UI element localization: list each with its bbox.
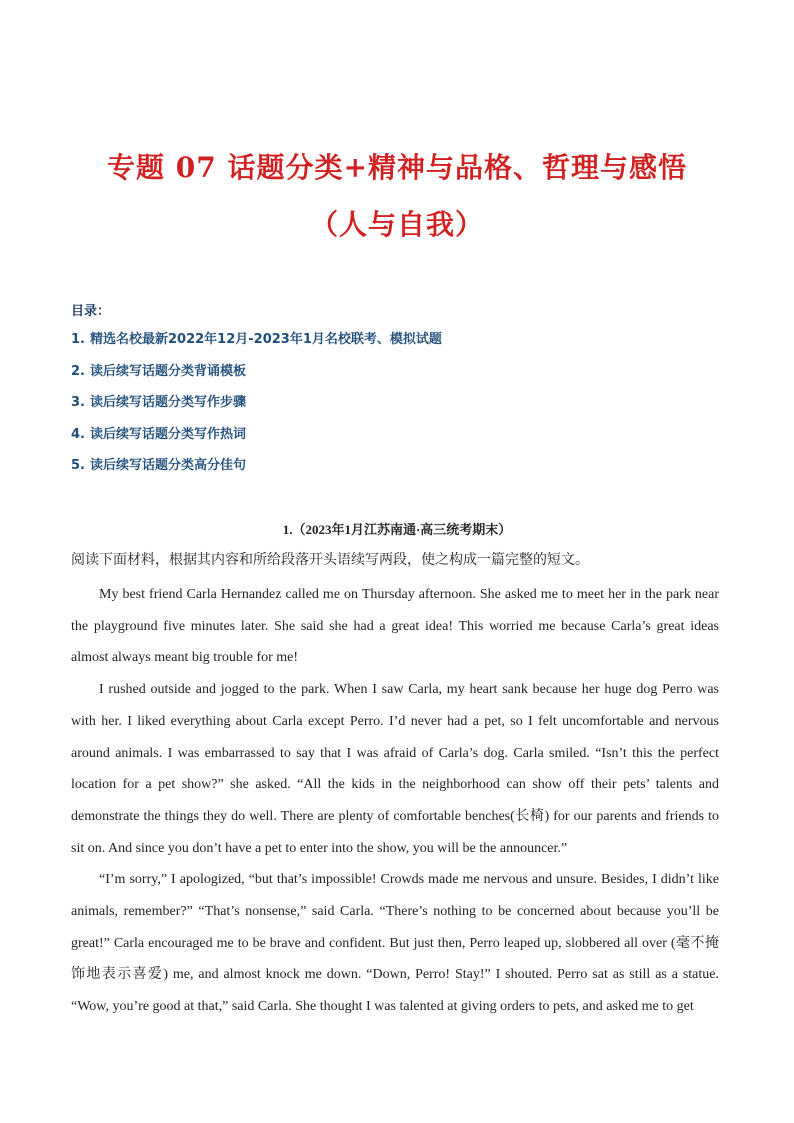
- toc-item: [71, 391, 442, 423]
- document-title: 专题 07 话题分类+精神与品格、哲理与感悟: [107, 151, 687, 184]
- toc-item-text: 精选名校最新2022年12月-2023年1月名校联考、模拟试题: [90, 332, 442, 347]
- toc-item: [71, 360, 442, 392]
- document-subtitle: （人与自我）: [309, 208, 484, 241]
- reading-passage: [71, 579, 719, 1023]
- toc-item: [71, 328, 442, 360]
- toc-item-text: 读后续写话题分类写作热词: [90, 426, 247, 442]
- toc-item: [71, 423, 442, 455]
- toc-item-text: 读后续写话题分类高分佳句: [90, 458, 247, 473]
- toc-item-number: 2.: [71, 363, 85, 379]
- toc-item-text: 读后续写话题分类写作步骤: [90, 395, 247, 410]
- toc-item-number: 3.: [71, 395, 85, 410]
- passage-paragraph: My best friend Carla Hernandez called me on Thursday afternoon. She asked me to meet her in the park near the playground five minutes later. She said she had a great idea! This worried me because Carla’s great ideas almost always meant big trouble for me!: [71, 587, 719, 666]
- question-heading: 1.（2023年1月江苏南通·高三统考期末）: [282, 522, 512, 537]
- toc-item-number: 5.: [71, 458, 85, 473]
- toc-item-text: 读后续写话题分类背诵模板: [90, 363, 247, 379]
- toc-item: [71, 454, 442, 486]
- toc-item-number: 1.: [71, 332, 85, 347]
- passage-paragraph: I rushed outside and jogged to the park. When I saw Carla, my heart sank because her huge dog Perro was with her. I liked everything about Carla except Perro. I’d never had a pet, so I felt uncomfortable and nervous around animals. I was embarrassed to say that I was afraid of Carla’s dog. Carla smiled. “Isn’t this the perfect location for a pet show?” she asked. “All the kids in the neighborhood can show off their pets’ talents and demonstrate the things they do well. There are plenty of comfortable benches(长椅) for our parents and friends to sit on. And since you don’t have a pet to enter into the show, you will be the announcer.”: [71, 682, 719, 856]
- question-instruction: 阅读下面材料，根据其内容和所给段落开头语续写两段，使之构成一篇完整的短文。: [71, 552, 589, 568]
- table-of-contents: [71, 328, 442, 486]
- passage-paragraph: “I’m sorry,” I apologized, “but that’s impossible! Crowds made me nervous and unsure. Besides, I didn’t like animals, remember?” “That’s nonsense,” said Carla. “There’s nothing to be concerned about because you’ll be great!” Carla encouraged me to be brave and confident. But just then, Perro leaped up, slobbered all over (毫不掩饰地表示喜爱) me, and almost knock me down. “Down, Perro! Stay!” I shouted. Perro sat as still as a statue. “Wow, you’re good at that,” said Carla. She thought I was talented at giving orders to pets, and asked me to get: [71, 872, 719, 1015]
- toc-item-number: 4.: [71, 426, 85, 442]
- toc-label: 目录：: [71, 304, 111, 319]
